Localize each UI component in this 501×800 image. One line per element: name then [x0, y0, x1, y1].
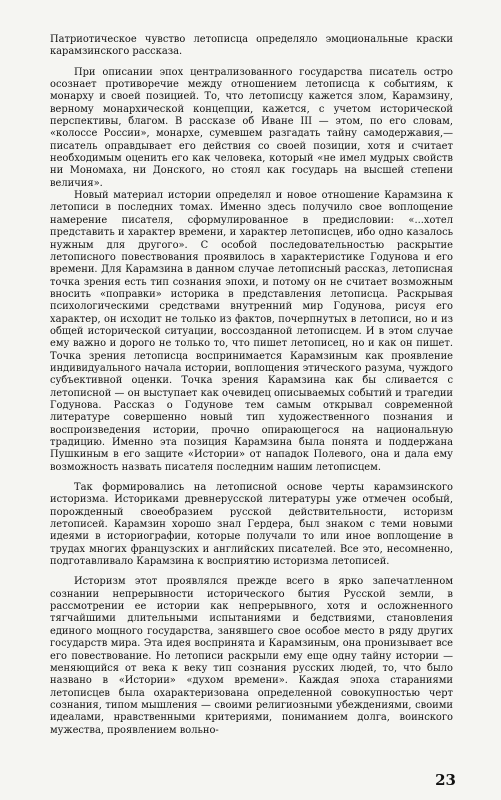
paragraph-3: Новый материал истории определял и новое отношение Карамзина к летописи в последних томах. Именно здесь получило свое воплощение намерение писателя, сформулированное в предисловии: «...хотел представить и характер времени, и характер летописцев, ибо одно казалось нужным для другого». С особой последовательностью раскрытие летописного повествования проявилось в характеристике Годунова и его времени. Для Карамзина в данном случае летописный рассказ, летописная точка зрения есть тип сознания эпохи, и потому он не считает возможным вносить «поправки» историка в представления летописца. Раскрывая психологическими средствами внутренний мир Годунова, рисуя его характер, он исходит не только из фактов, почерпнутых в летописи, но и из общей исторической ситуации, воссозданной летописцем. И в этом случае ему важно и дорого не только то, что пишет летописец, но и как он пишет. Точка зрения летописца воспринимается Карамзиным как проявление индивидуального начала истории, воплощения этического разума, чуждого субъективной оценки. Точка зрения Карамзина как бы сливается с летописной — он выступает как очевидец описываемых событий и трагедии Годунова. Рассказ о Годунове тем самым открывал современной литературе совершенно новый тип художественного познания и воспроизведения истории, прочно опирающегося на национальную традицию. Именно эта позиция Карамзина была понята и поддержана Пушкиным в его защите «Истории» от нападок Полевого, она и дала ему возможность назвать писателя последним нашим летописцем.	[50, 190, 453, 473]
page-number: 23	[435, 771, 456, 789]
paragraph-1: Патриотическое чувство летописца определяло эмоциональные краски карамзинского рассказа.	[50, 34, 453, 58]
paragraph-4: Так формировались на летописной основе черты карамзинского историзма. Историками древнерусской литературы уже отмечен особый, порожденный своеобразием русской действительности, историзм летописей. Карамзин хорошо знал Гердера, был знаком с теми новыми идеями в историографии, которые получали то или иное воплощение в трудах многих французских и английских писателей. Все это, несомненно, подготавливало Карамзина к восприятию историзма летописей.	[50, 482, 453, 568]
text-column	[50, 34, 453, 737]
paragraph-5: Историзм этот проявлялся прежде всего в ярко запечатленном сознании непрерывности исторического бытия Русской земли, в рассмотрении ее истории как непрерывного, хотя и осложненного тягчайшими длительными испытаниями и бедствиями, становления единого мощного государства, занявшего свое особое место в ряду других государств мира. Эта идея воспринята и Карамзиным, она пронизывает все его повествование. Но летописи раскрыли ему еще одну тайну истории — меняющийся от века к веку тип сознания русских людей, то, что было названо в «Истории» «духом времени». Каждая эпоха стараниями летописцев была охарактеризована определенной совокупностью черт сознания, типом мышления — своими религиозными убеждениями, своими идеалами, нравственными критериями, пониманием долга, воинского мужества, проявлением вольно-	[50, 576, 453, 736]
paragraph-2: При описании эпох централизованного государства писатель остро осознает противоречие между отношением летописца к событиям, к монарху и своей позицией. То, что летописцу кажется злом, Карамзину, верному монархической концепции, кажется, с учетом исторической перспективы, благом. В рассказе об Иване III — этом, по его словам, «колоссе России», монархе, сумевшем разгадать тайну самодержавия,— писатель оправдывает его действия со своей позиции, хотя и считает необходимым оценить его как человека, который «не имел мудрых свойств ни Мономаха, ни Донского, но стоял как государь на высшей степени величия».	[50, 66, 453, 189]
